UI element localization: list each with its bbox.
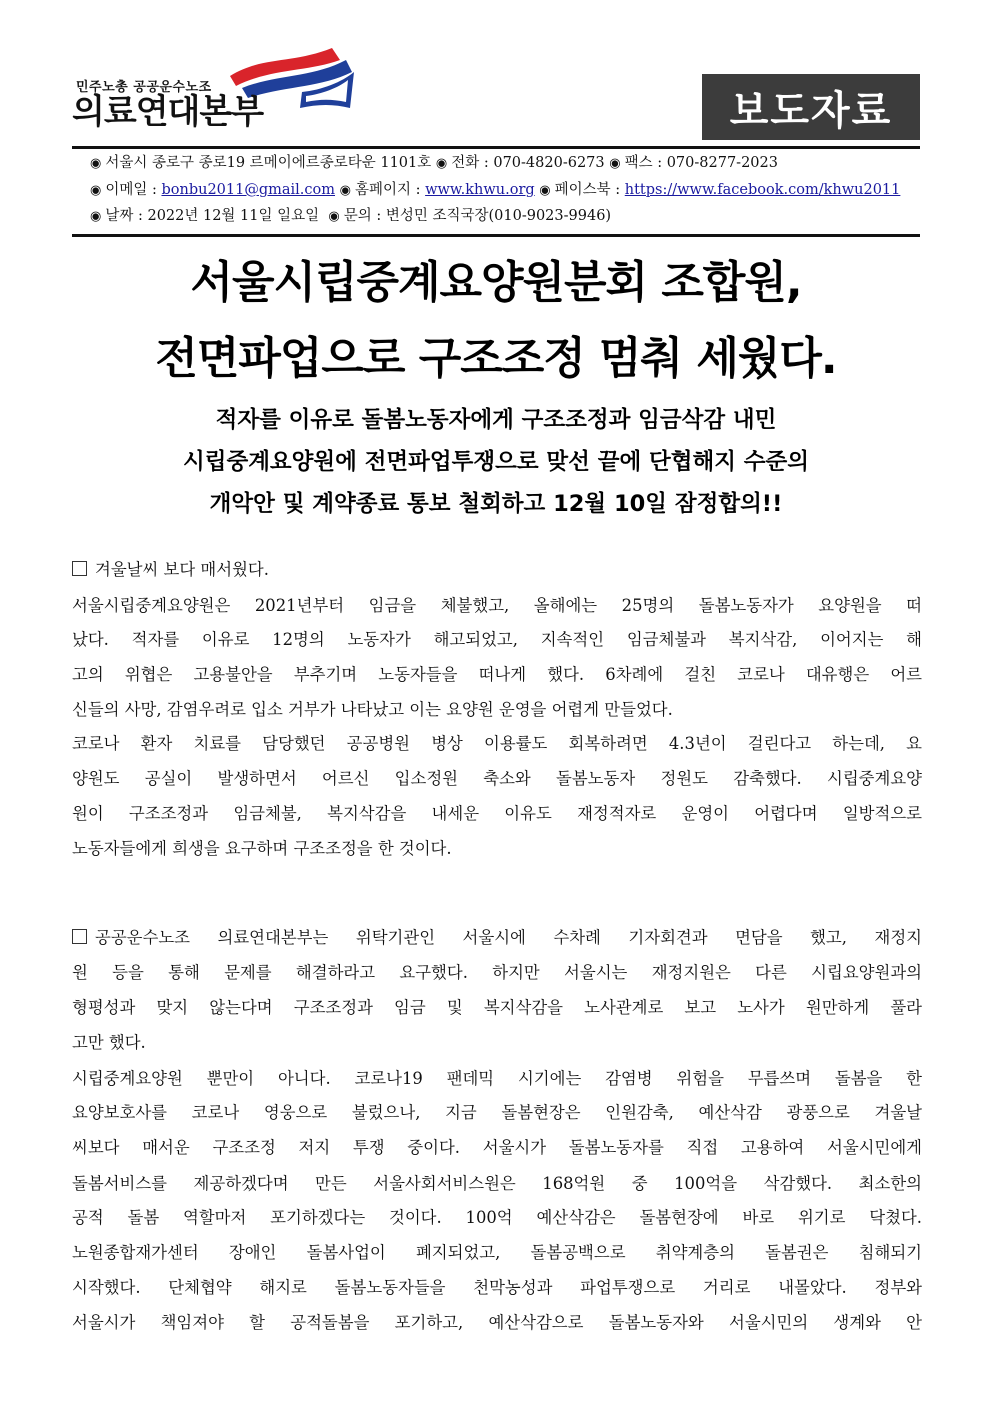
email-link[interactable]: bonbu2011@gmail.com (161, 182, 336, 198)
contact-label: 문의 : (343, 208, 386, 224)
phone: 070-4820-6273 (493, 155, 605, 171)
checkbox-square-icon (72, 561, 87, 576)
org-main-name: 의료연대본부 (72, 92, 264, 132)
fax: 070-8277-2023 (666, 155, 778, 171)
paragraph-line: 고만 했다. (72, 1033, 146, 1052)
facebook-label: 페이스북 : (554, 182, 625, 198)
bullet-icon: ◉ (435, 156, 448, 171)
info-divider (72, 234, 920, 237)
paragraph-line: 양원도 공실이 발생하면서 어르신 입소정원 축소와 돌봄노동자 정원도 감축했다. 시립중계요양 (72, 769, 922, 788)
homepage-link[interactable]: www.khwu.org (425, 182, 535, 198)
paragraph-line: 고의 위협은 고용불안을 부추기며 노동자들을 떠나게 했다. 6차례에 걸친 코로나 대유행은 어르 (72, 665, 922, 684)
info-line-1 (90, 150, 930, 177)
subtitle-line-1: 적자를 이유로 돌봄노동자에게 구조조정과 임금삭감 내민 (215, 407, 777, 433)
paragraph-line: 시작했다. 단체협약 해지로 돌봄노동자들을 천막농성과 파업투쟁으로 거리로 내몰았다. 정부와 (72, 1278, 922, 1297)
bullet-icon: ◉ (90, 183, 102, 198)
homepage-label: 홈페이지 : (354, 182, 426, 198)
paragraph-line: 원이 구조조정과 임금체불, 복지삭감을 내세운 이유도 재정적자로 운영이 어렵다며 일방적으로 (72, 804, 922, 823)
headline-line-1: 서울시립중계요양원분회 조합원, (190, 257, 802, 308)
date-label: 날짜 : (105, 208, 148, 224)
subtitle-line-2: 시립중계요양원에 전면파업투쟁으로 맞선 끝에 단협해지 수준의 (182, 449, 809, 475)
paragraph-line: 시립중계요양원 뿐만이 아니다. 코로나19 팬데믹 시기에는 감염병 위험을 무릅쓰며 돌봄을 한 (72, 1069, 922, 1088)
paragraph-line: 노원종합재가센터 장애인 돌봄사업이 폐지되었고, 돌봄공백으로 취약계층의 돌봄권은 침해되기 (72, 1243, 922, 1262)
bullet-icon: ◉ (609, 156, 621, 171)
headline-line-2: 전면파업으로 구조조정 멈춰 세웠다. (155, 333, 837, 384)
paragraph-line: 노동자들에게 희생을 요구하며 구조조정을 한 것이다. (72, 839, 452, 858)
org-sub-name: 민주노총 공공운수노조 (76, 80, 212, 95)
header (72, 38, 920, 138)
facebook-link[interactable]: https://www.facebook.com/khwu2011 (624, 182, 901, 198)
info-line-2 (90, 177, 930, 204)
bullet-icon: ◉ (328, 209, 340, 224)
press-release-label: 보도자료 (702, 74, 920, 140)
paragraph-line: 공공운수노조 의료연대본부는 위탁기관인 서울시에 수차례 기자회견과 면담을 했고, 재정지 (72, 924, 922, 948)
paragraph-line: 코로나 환자 치료를 담당했던 공공병원 병상 이용률도 회복하려면 4.3년이 걸린다고 하는데, 요 (72, 734, 922, 753)
header-divider (72, 146, 920, 149)
paragraph-line: 돌봄서비스를 제공하겠다며 만든 서울사회서비스원은 168억원 중 100억을 삭감했다. 최소한의 (72, 1174, 922, 1193)
info-line-3 (90, 203, 930, 230)
union-logo (72, 38, 372, 138)
paragraph-line: 원 등을 통해 문제를 해결하라고 요구했다. 하지만 서울시는 재정지원은 다른 시립요양원과의 (72, 963, 922, 982)
paragraph-line: 신들의 사망, 감염우려로 입소 거부가 나타났고 이는 요양원 운영을 어렵게 만들었다. (72, 700, 673, 719)
bullet-icon: ◉ (90, 156, 102, 171)
date: 2022년 12월 11일 일요일 (147, 208, 320, 224)
paragraph-line: 형평성과 맞지 않는다며 구조조정과 임금 및 복지삭감을 노사관계로 보고 노사가 원만하게 풀라 (72, 998, 922, 1017)
paragraph-line: 요양보호사를 코로나 영웅으로 불렀으나, 지금 돌봄현장은 인원감축, 예산삭감 광풍으로 겨울날 (72, 1103, 922, 1122)
fax-label: 팩스 : (624, 155, 667, 171)
email-label: 이메일 : (105, 182, 162, 198)
paragraph-line: 겨울날씨 보다 매서웠다. (72, 556, 922, 580)
paragraph-line: 났다. 적자를 이유로 12명의 노동자가 해고되었고, 지속적인 임금체불과 복지삭감, 이어지는 해 (72, 630, 922, 649)
paragraph-line: 서울시가 책임져야 할 공적돌봄을 포기하고, 예산삭감으로 돌봄노동자와 서울시민의 생계와 안 (72, 1313, 922, 1332)
bullet-icon: ◉ (90, 209, 102, 224)
subtitle-line-3: 개악안 및 계약종료 통보 철회하고 12월 10일 잠정합의!! (209, 491, 783, 517)
checkbox-square-icon (72, 929, 87, 944)
phone-label: 전화 : (451, 155, 494, 171)
paragraph-line: 공적 돌봄 역할마저 포기하겠다는 것이다. 100억 예산삭감은 돌봄현장에 바로 위기로 닥쳤다. (72, 1208, 922, 1227)
paragraph-line: 씨보다 매서운 구조조정 저지 투쟁 중이다. 서울시가 돌봄노동자를 직접 고용하여 서울시민에게 (72, 1138, 922, 1157)
bullet-icon: ◉ (539, 183, 551, 198)
bullet-icon: ◉ (339, 183, 351, 198)
contact: 변성민 조직국장(010-9023-9946) (385, 208, 612, 224)
paragraph-line: 서울시립중계요양원은 2021년부터 임금을 체불했고, 올해에는 25명의 돌봄노동자가 요양원을 떠 (72, 596, 922, 615)
address: 서울시 종로구 종로19 르메이에르종로타운 1101호 (105, 155, 432, 171)
